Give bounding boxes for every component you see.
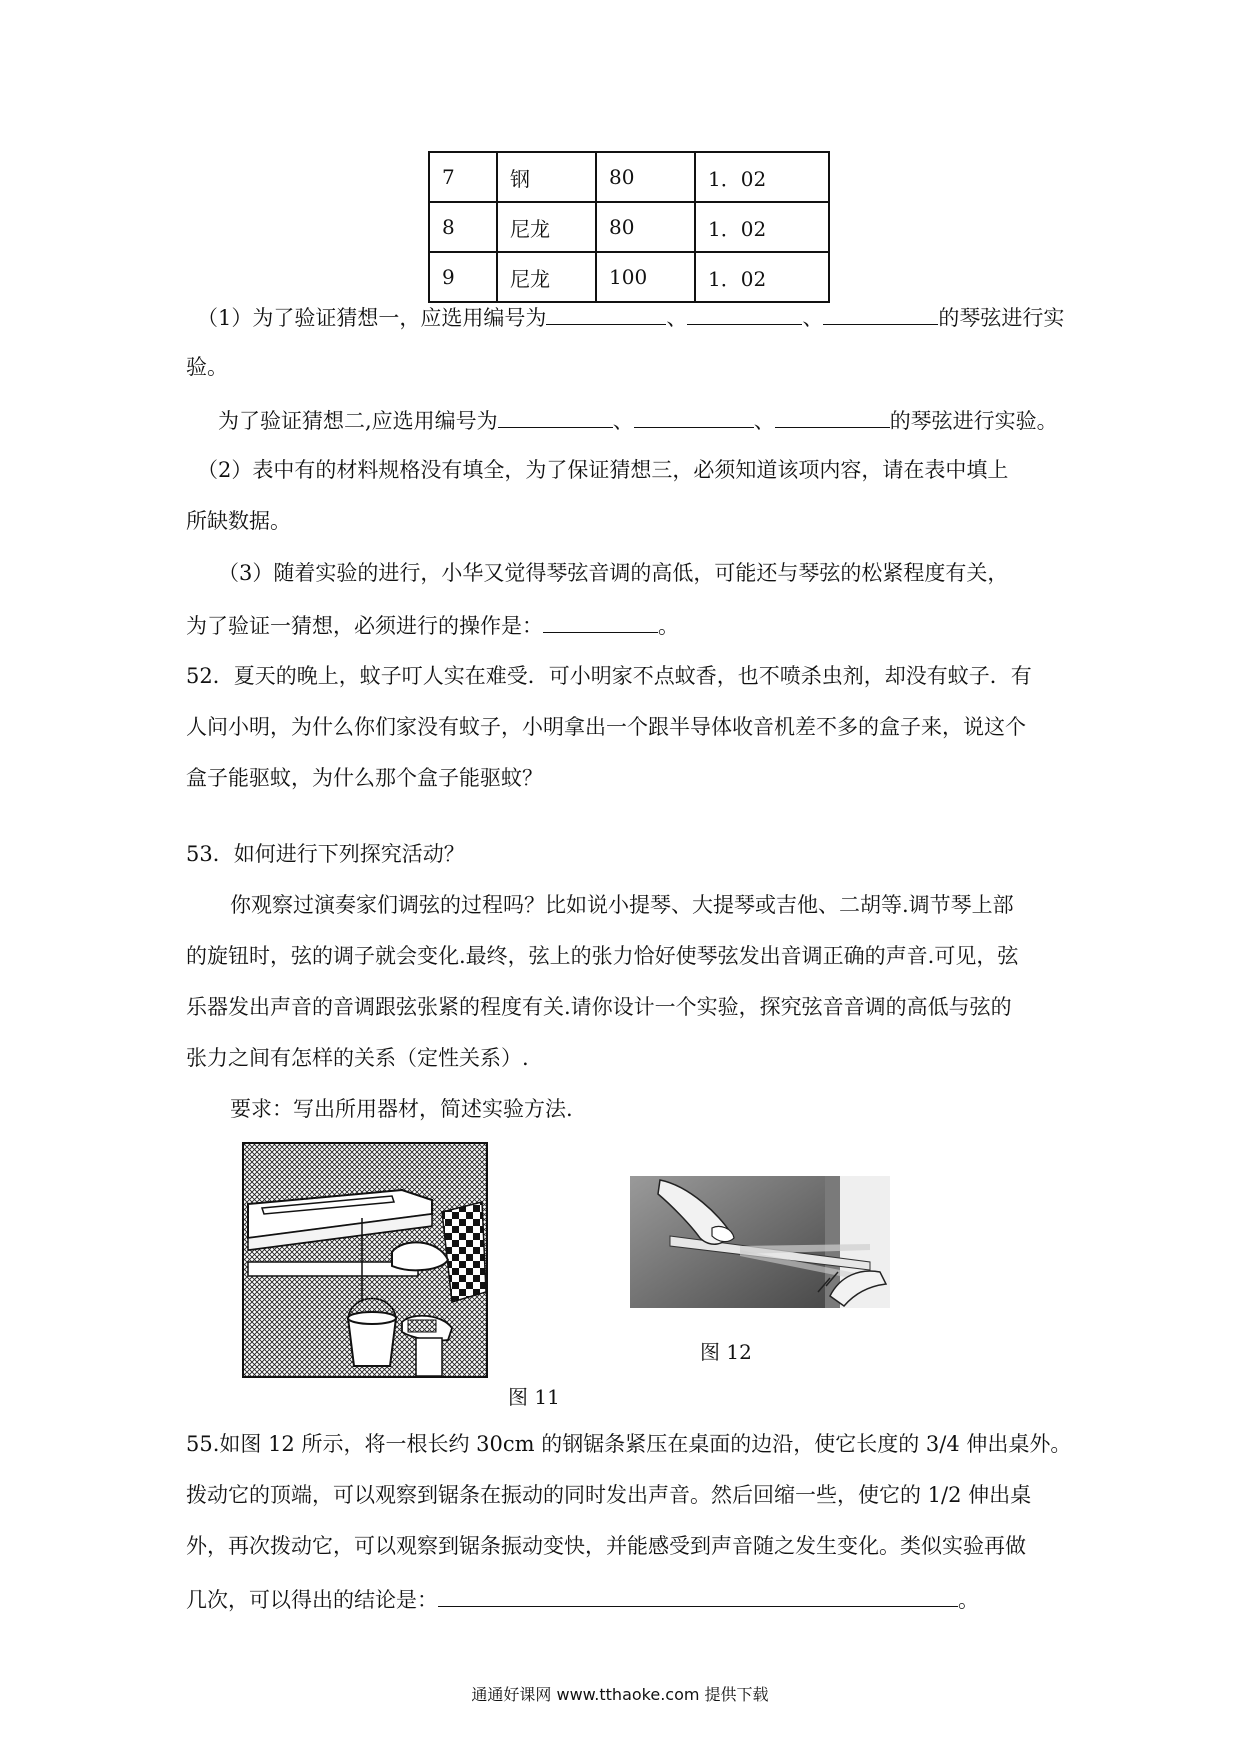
answer-blank[interactable] [687,296,802,325]
table-cell: 8 [429,202,497,252]
q51-part2-line2: 所缺数据。 [186,509,291,533]
table-row [429,152,829,202]
figure-12-caption: 图 12 [700,1340,752,1364]
q51-part1-line1: （1）为了验证猜想一，应选用编号为 、 、 的琴弦进行实 [0,296,1240,336]
figure-11-illustration [242,1142,488,1378]
q51-part1-line2: 验。 [186,355,228,379]
q55-line2: 拨动它的顶端，可以观察到锯条在振动的同时发出声音。然后回缩一些，使它的 1/2 伸出桌 [186,1483,1032,1507]
q53-line6: 要求：写出所用器材，简述实验方法. [230,1097,573,1121]
q52-line2: 人问小明，为什么你们家没有蚊子，小明拿出一个跟半导体收音机差不多的盒子来，说这个 [186,715,1026,739]
table-cell: 9 [429,252,497,302]
q55-line3: 外，再次拨动它，可以观察到锯条振动变快，并能感受到声音随之发生变化。类似实验再做 [186,1534,1026,1558]
q51-part2-line1: （2）表中有的材料规格没有填全，为了保证猜想三，必须知道该项内容，请在表中填上 [197,458,1009,482]
table-cell: 80 [596,152,695,202]
q51-part3-line2: 为了验证一猜想，必须进行的操作是： 。 [0,604,1240,644]
q55-line4: 几次，可以得出的结论是： 。 [0,1578,1240,1618]
string-spec-table [428,151,830,303]
answer-blank[interactable] [543,604,658,633]
answer-blank[interactable] [823,296,938,325]
table-cell: 尼龙 [497,202,596,252]
q53-line3: 的旋钮时，弦的调子就会变化.最终，弦上的张力恰好使琴弦发出音调正确的声音.可见，弦 [186,944,1019,968]
table-cell: 1．02 [695,252,829,302]
q53-line1: 53．如何进行下列探究活动？ [186,842,465,866]
table-row [429,252,829,302]
table-cell: 1．02 [695,202,829,252]
table-cell: 钢 [497,152,596,202]
table-row [429,202,829,252]
figure-12-illustration [630,1176,890,1308]
answer-blank[interactable] [546,296,666,325]
page-footer: 通通好课网 www.tthaoke.com 提供下载 [471,1685,769,1704]
q52-line1: 52．夏天的晚上，蚊子叮人实在难受．可小明家不点蚊香，也不喷杀虫剂，却没有蚊子．有 [186,664,1032,688]
q53-line5: 张力之间有怎样的关系（定性关系）. [186,1046,529,1070]
table-cell: 尼龙 [497,252,596,302]
table-cell: 7 [429,152,497,202]
q53-line2: 你观察过演奏家们调弦的过程吗？比如说小提琴、大提琴或吉他、二胡等.调节琴上部 [230,893,1014,917]
answer-blank[interactable] [438,1578,958,1607]
table-cell: 1．02 [695,152,829,202]
q52-line3: 盒子能驱蚊，为什么那个盒子能驱蚊？ [186,766,543,790]
table-cell: 80 [596,202,695,252]
figure-11-caption: 图 11 [508,1385,560,1409]
answer-blank[interactable] [498,399,613,428]
q53-line4: 乐器发出声音的音调跟弦张紧的程度有关.请你设计一个实验，探究弦音音调的高低与弦的 [186,995,1012,1019]
table-cell: 100 [596,252,695,302]
q51-part3-line1: （3）随着实验的进行，小华又觉得琴弦音调的高低，可能还与琴弦的松紧程度有关， [218,561,1009,585]
q51-part1-line3: 为了验证猜想二,应选用编号为 、 、 的琴弦进行实验。 [0,399,1240,439]
q55-line1: 55.如图 12 所示，将一根长约 30cm 的钢锯条紧压在桌面的边沿，使它长度的 3/4 伸出桌外。 [186,1432,1072,1456]
answer-blank[interactable] [775,399,890,428]
answer-blank[interactable] [634,399,754,428]
